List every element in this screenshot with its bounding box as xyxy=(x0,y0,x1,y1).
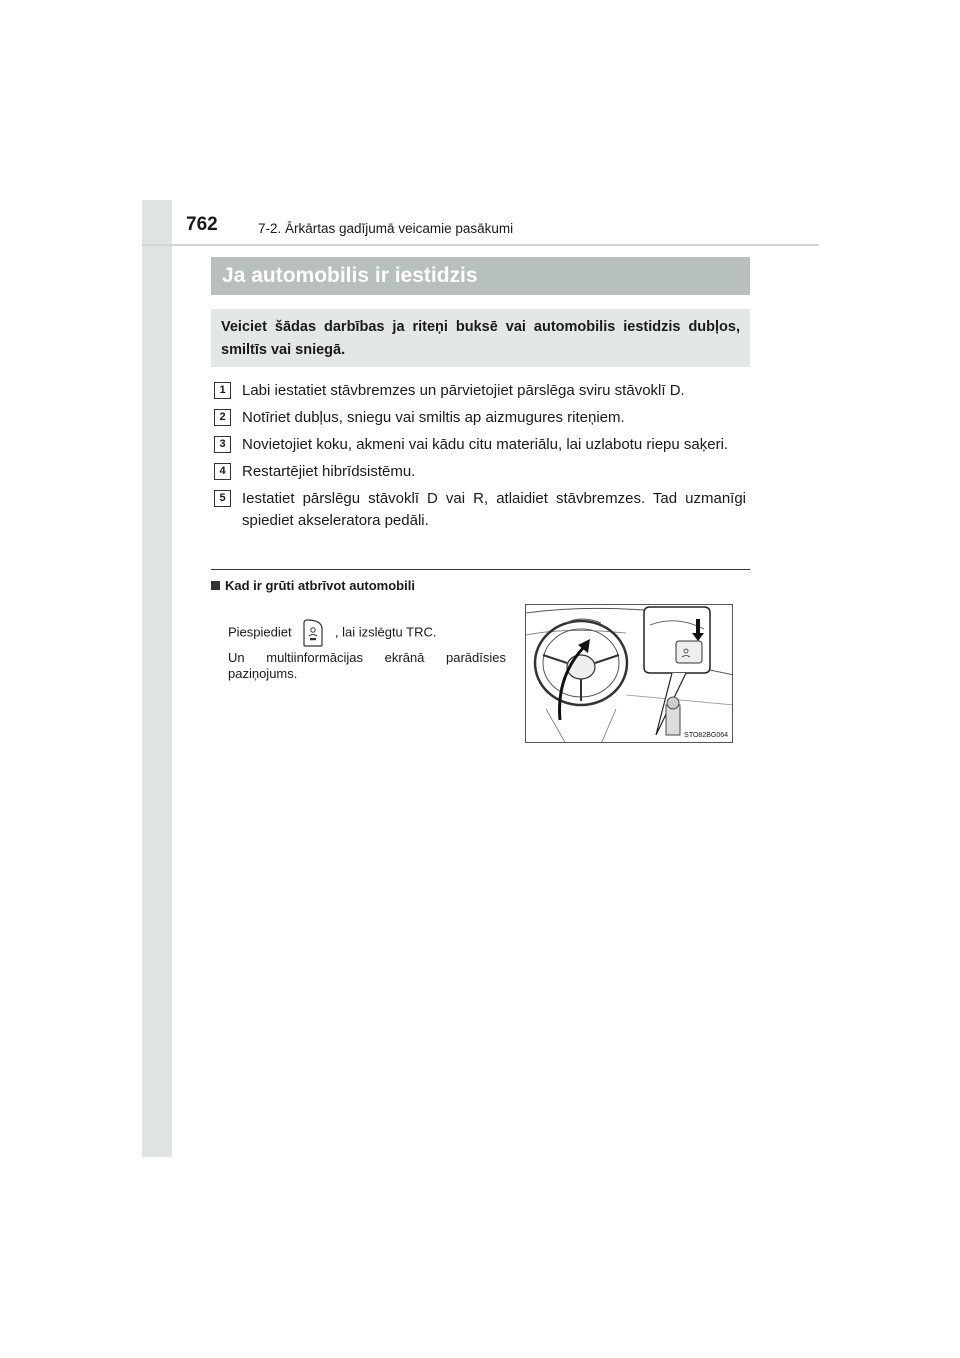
step-item xyxy=(214,407,746,429)
figure-code: STO82BG064 xyxy=(684,732,728,739)
step-item xyxy=(214,461,746,483)
step-text: Iestatiet pārslēgu stāvoklī D vai R, atlaidiet stāvbremzes. Tad uzmanīgi spiediet akseleratora pedāli. xyxy=(242,490,746,529)
trc-off-button-icon xyxy=(301,618,325,648)
press-result-text: , lai izslēgtu TRC. xyxy=(334,624,437,640)
steering-wheel-illustration xyxy=(526,605,733,743)
step-number-badge: 2 xyxy=(214,409,231,426)
note-message: Un multiinformācijas ekrānā parādīsies paziņojums. xyxy=(228,650,506,681)
step-text: Labi iestatiet stāvbremzes un pārvietojiet pārslēga sviru stāvoklī D. xyxy=(242,382,685,399)
section-title: Ja automobilis ir iestidzis xyxy=(211,257,750,295)
step-number-badge: 1 xyxy=(214,382,231,399)
step-number-badge: 3 xyxy=(214,436,231,453)
step-number-badge: 4 xyxy=(214,463,231,480)
step-text: Notīriet dubļus, sniegu vai smiltis ap aizmugures riteņiem. xyxy=(242,409,625,426)
section-intro: Veiciet šādas darbības ja riteņi buksē vai automobilis iestidzis dubļos, smiltīs vai sniegā. xyxy=(211,309,750,367)
step-list xyxy=(214,380,746,537)
section-divider xyxy=(211,569,750,570)
square-bullet-icon xyxy=(211,581,220,590)
note-title: Kad ir grūti atbrīvot automobili xyxy=(225,578,415,593)
header-divider xyxy=(142,244,819,246)
note-press-instruction xyxy=(228,618,437,648)
page-number: 762 xyxy=(186,214,218,235)
side-tab-strip xyxy=(142,200,172,1157)
step-item xyxy=(214,434,746,456)
dashboard-illustration xyxy=(525,604,733,743)
step-text: Restartējiet hibrīdsistēmu. xyxy=(242,463,416,480)
press-text: Piespiediet xyxy=(228,624,292,640)
step-item xyxy=(214,380,746,402)
step-number-badge: 5 xyxy=(214,490,231,507)
note-heading xyxy=(211,578,415,593)
step-text: Novietojiet koku, akmeni vai kādu citu materiālu, lai uzlabotu riepu saķeri. xyxy=(242,436,729,453)
chapter-title: 7-2. Ārkārtas gadījumā veicamie pasākumi xyxy=(258,221,514,236)
step-item xyxy=(214,488,746,532)
